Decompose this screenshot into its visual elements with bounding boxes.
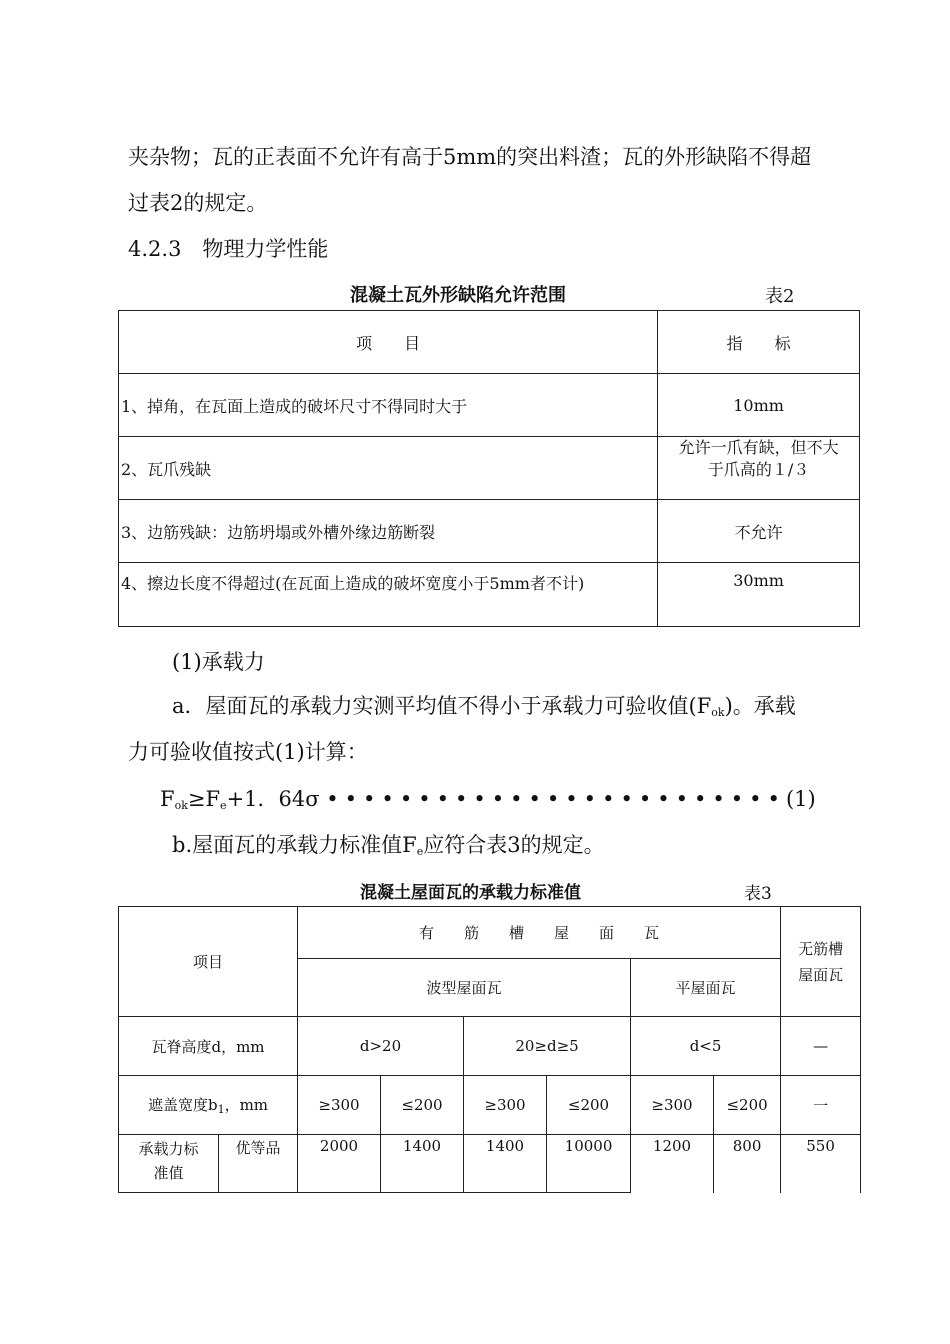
table3-cell: ≤200	[714, 1076, 781, 1135]
table2-item: 4、擦边长度不得超过(在瓦面上造成的破坏宽度小于5mm者不计)	[119, 563, 658, 627]
table3-cell: 1400	[464, 1135, 547, 1193]
section-heading: 4.2.3 物理力学性能	[128, 237, 329, 261]
para-a-text: a．屋面瓦的承载力实测平均值不得小于承载力可验收值(F	[172, 694, 712, 718]
table3-grade-label: 优等品	[219, 1135, 298, 1193]
para-a	[172, 690, 796, 720]
table-row	[119, 500, 860, 563]
para-b-sub: e	[416, 845, 424, 858]
formula-sub-ok: ok	[174, 799, 188, 812]
intro-line-1: 夹杂物；瓦的正表面不允许有高于5mm的突出料渣；瓦的外形缺陷不得超	[128, 145, 812, 169]
table3-cell: ≤200	[547, 1076, 631, 1135]
formula-sub-e: e	[220, 799, 227, 812]
table3-cell: ≥300	[298, 1076, 381, 1135]
para-a-cont: 力可验收值按式(1)计算：	[128, 740, 368, 764]
formula	[160, 783, 816, 813]
table2-value: 30mm	[658, 563, 860, 627]
table3-cell: ≥300	[464, 1076, 547, 1135]
table3-cell: 2000	[298, 1135, 381, 1193]
para-a-tail: )。承载	[724, 694, 796, 718]
table3-ribbed-header: 有 筋 槽 屋 面 瓦	[298, 907, 781, 959]
table2-label: 表2	[765, 286, 795, 307]
table3-ridge-label: 瓦脊高度d，mm	[119, 1017, 298, 1076]
table2-header-value: 指 标	[658, 311, 860, 374]
table3-cover-text: 遮盖宽度b	[147, 1096, 218, 1114]
subsection-load: (1)承载力	[172, 650, 265, 674]
defect-table	[118, 310, 860, 627]
intro-line-2: 过表2的规定。	[128, 191, 268, 215]
formula-leader-dots: •••••••••••••••••••••••••	[326, 787, 786, 811]
formula-f: F	[160, 787, 175, 811]
table3-cell: 20≥d≥5	[464, 1017, 631, 1076]
table3-title: 混凝土屋面瓦的承载力标准值	[360, 883, 581, 903]
table3-cell: 1200	[631, 1135, 714, 1193]
table-row	[119, 374, 860, 437]
table-row	[119, 1076, 861, 1135]
table2-item: 1、掉角，在瓦面上造成的破坏尺寸不得同时大于	[119, 374, 658, 437]
table3-cell: 550	[781, 1135, 861, 1193]
formula-number: (1)	[785, 787, 816, 811]
table3-cover-label	[119, 1076, 298, 1135]
table2-value: 不允许	[658, 500, 860, 563]
para-b	[172, 829, 605, 859]
table2-value: 允许一爪有缺，但不大于爪高的１/３	[678, 438, 839, 479]
formula-geq: ≥F	[187, 787, 221, 811]
table3-cell: ≤200	[381, 1076, 464, 1135]
table3-cell: 10000	[547, 1135, 631, 1193]
table3-cell: —	[781, 1017, 861, 1076]
para-b-text: b.屋面瓦的承载力标准值F	[172, 833, 417, 857]
table2-item: 3、边筋残缺：边筋坍塌或外槽外缘边筋断裂	[119, 500, 658, 563]
table3-cell: d<5	[631, 1017, 781, 1076]
table3-cell: 一	[781, 1076, 861, 1135]
table3-item-header: 项目	[119, 907, 298, 1017]
table2-title: 混凝土瓦外形缺陷允许范围	[350, 285, 566, 306]
table3-cover-sub: 1	[217, 1103, 225, 1116]
table3-cell: 800	[714, 1135, 781, 1193]
table3-cell: 1400	[381, 1135, 464, 1193]
para-a-sub: ok	[711, 706, 725, 719]
table-row	[119, 1135, 861, 1193]
load-table	[118, 906, 861, 1193]
table3-cell: d>20	[298, 1017, 464, 1076]
table2-item: 2、瓦爪残缺	[119, 437, 658, 500]
formula-tail: +1．64σ	[226, 787, 320, 811]
table3-label: 表3	[744, 884, 772, 904]
table-row	[119, 437, 860, 500]
table3-wave-header: 波型屋面瓦	[298, 959, 631, 1017]
table-row	[119, 1017, 861, 1076]
table3-load-label: 承载力标准值	[119, 1135, 219, 1193]
table3-cover-unit: ，mm	[224, 1096, 269, 1114]
table3-noribs-header: 无筋槽屋面瓦	[781, 907, 861, 1017]
table-row	[119, 563, 860, 627]
table2-value: 10mm	[658, 374, 860, 437]
para-b-tail: 应符合表3的规定。	[423, 833, 605, 857]
table3-cell: ≥300	[631, 1076, 714, 1135]
table3-flat-header: 平屋面瓦	[631, 959, 781, 1017]
table2-value-cell	[658, 437, 860, 500]
table2-header-item: 项 目	[119, 311, 658, 374]
